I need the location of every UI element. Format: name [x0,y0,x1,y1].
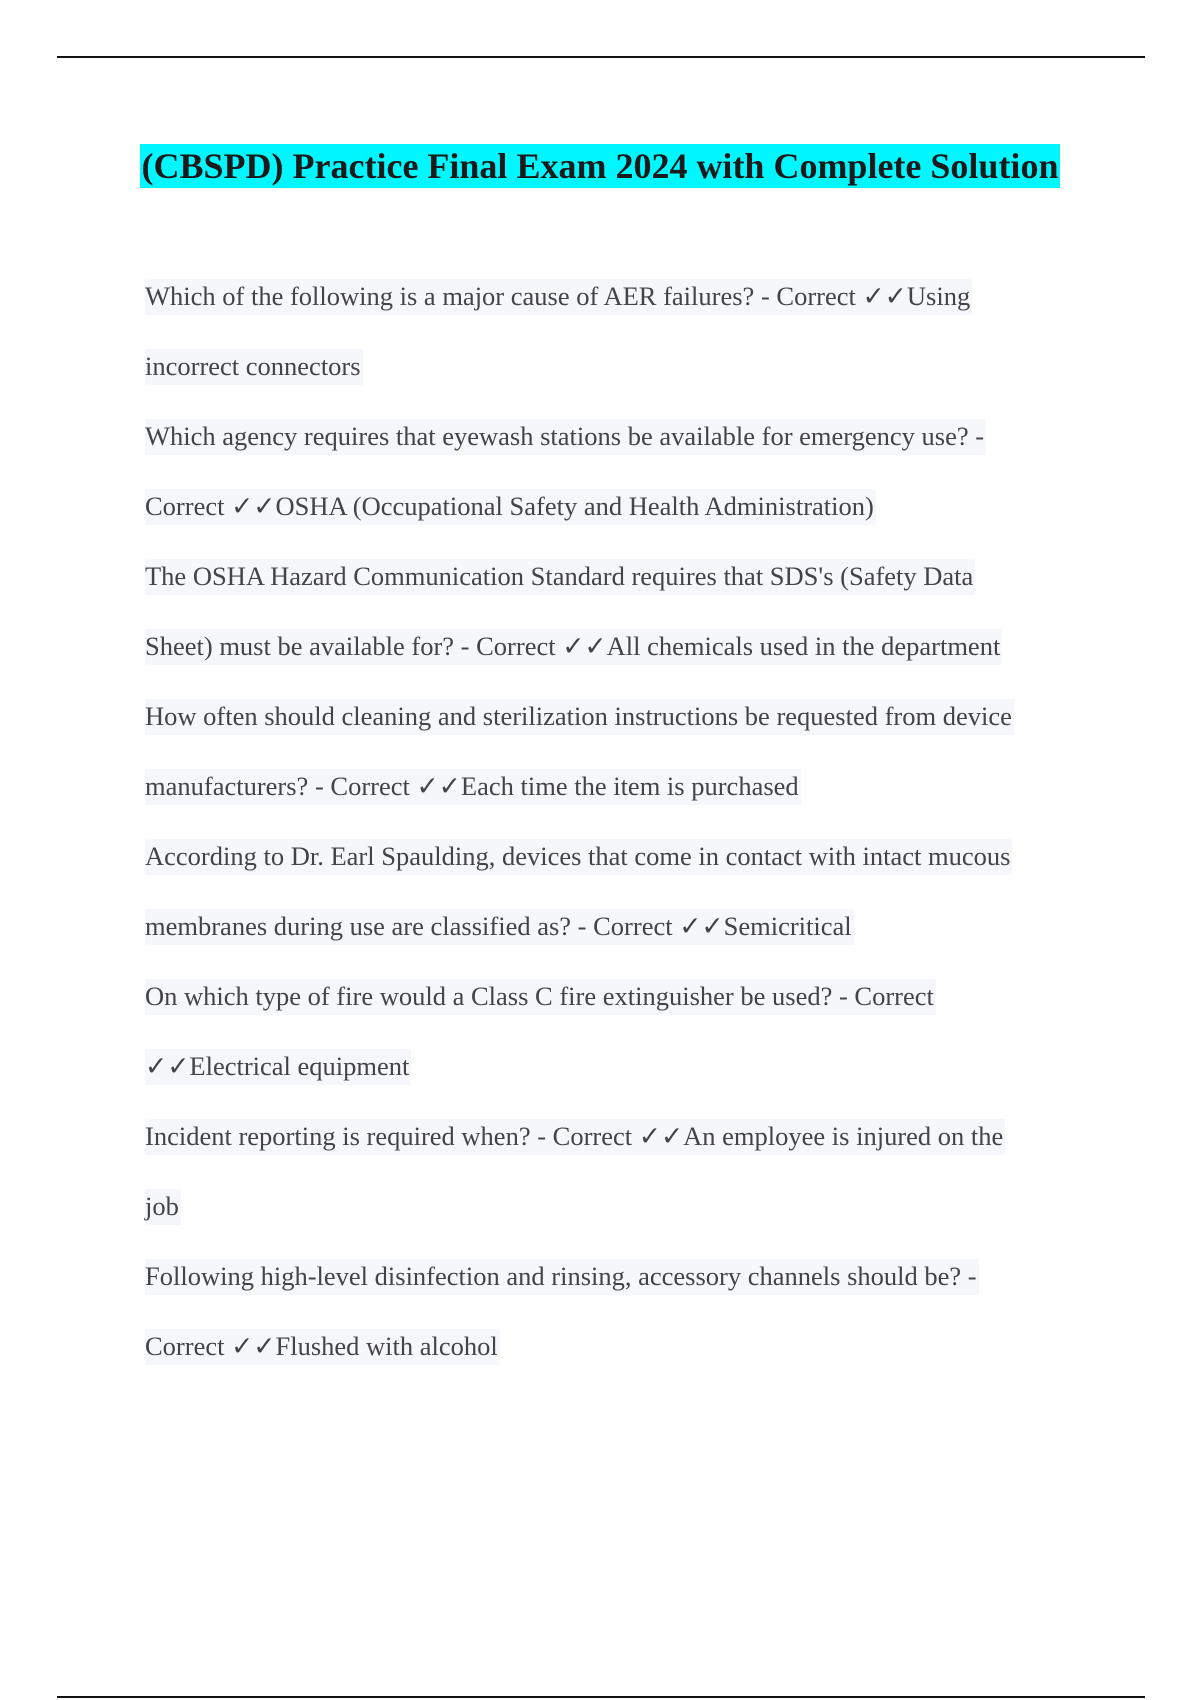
document-title: (CBSPD) Practice Final Exam 2024 with Complete Solution [141,146,1059,186]
qa-line-text: According to Dr. Earl Spaulding, devices that come in contact with intact mucous [145,839,1012,875]
qa-line-8 [145,768,1075,838]
qa-line-text: Correct ✓✓OSHA (Occupational Safety and Health Administration) [145,489,876,525]
qa-line-1 [145,278,1075,348]
top-rule [57,56,1145,58]
qa-line-7 [145,698,1075,768]
qa-line-text: The OSHA Hazard Communication Standard requires that SDS's (Safety Data [145,559,975,595]
qa-line-text: Which agency requires that eyewash stations be available for emergency use? - [145,419,986,455]
question-answer-list [145,278,1075,1398]
title-container [0,144,1200,188]
qa-line-text: Sheet) must be available for? - Correct ✓✓All chemicals used in the department [145,629,1002,665]
qa-line-12 [145,1048,1075,1118]
qa-line-text: manufacturers? - Correct ✓✓Each time the item is purchased [145,769,801,805]
qa-line-text: On which type of fire would a Class C fire extinguisher be used? - Correct [145,979,936,1015]
qa-line-13 [145,1118,1075,1188]
qa-line-text: ✓✓Electrical equipment [145,1049,411,1085]
qa-line-3 [145,418,1075,488]
qa-line-5 [145,558,1075,628]
qa-line-16 [145,1328,1075,1398]
qa-line-text: Incident reporting is required when? - Correct ✓✓An employee is injured on the [145,1119,1005,1155]
qa-line-text: Following high-level disinfection and rinsing, accessory channels should be? - [145,1259,979,1295]
qa-line-4 [145,488,1075,558]
qa-line-9 [145,838,1075,908]
qa-line-15 [145,1258,1075,1328]
bottom-rule [57,1696,1145,1698]
qa-line-text: Which of the following is a major cause of AER failures? - Correct ✓✓Using [145,279,972,315]
qa-line-10 [145,908,1075,978]
qa-line-11 [145,978,1075,1048]
qa-line-text: How often should cleaning and sterilization instructions be requested from device [145,699,1014,735]
qa-line-text: Correct ✓✓Flushed with alcohol [145,1329,500,1365]
qa-line-text: job [145,1189,181,1225]
qa-line-14 [145,1188,1075,1258]
qa-line-text: incorrect connectors [145,349,363,385]
qa-line-text: membranes during use are classified as? - Correct ✓✓Semicritical [145,909,854,945]
qa-line-6 [145,628,1075,698]
qa-line-2 [145,348,1075,418]
